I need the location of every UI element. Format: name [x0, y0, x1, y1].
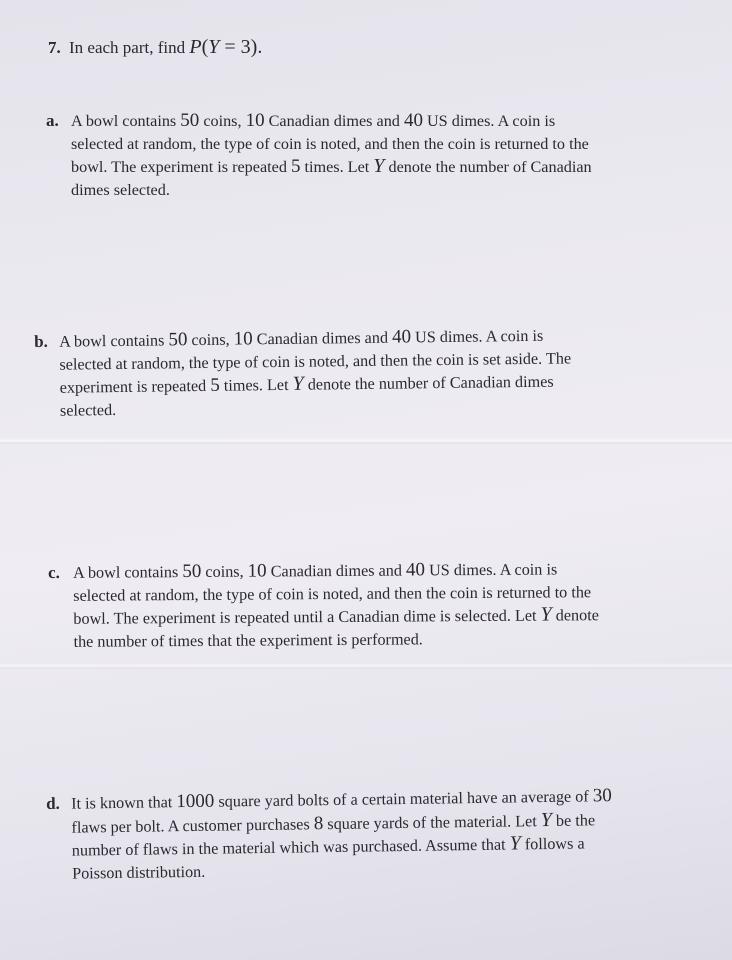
part-letter: a. — [46, 111, 59, 130]
part-letter: b. — [34, 331, 48, 351]
text-line: experiment is repeated 5 times. Let Y denote the number of Canadian dimes — [59, 372, 554, 397]
text-line: number of flaws in the material which was purchased. Assume that Y follows a — [71, 832, 585, 860]
question-prompt: In each part, find — [69, 38, 186, 57]
paper-fold-line — [0, 663, 732, 669]
text-line: selected at random, the type of coin is noted, and then the coin is set aside. The — [59, 348, 572, 374]
part-d — [46, 784, 692, 885]
part-text — [59, 323, 680, 422]
text-line: Poisson distribution. — [71, 862, 206, 883]
text-line: A bowl contains 50 coins, 10 Canadian dimes and 40 US dimes. A coin is — [73, 559, 558, 583]
text-line: selected at random, the type of coin is noted, and then the coin is returned to the — [73, 582, 592, 605]
part-text — [71, 110, 691, 201]
text-line: the number of times that the experiment is performed. — [73, 629, 423, 651]
part-c — [48, 557, 694, 653]
part-letter: c. — [48, 562, 60, 582]
text-line: flaws per bolt. A customer purchases 8 square yards of the material. Let Y be the — [71, 808, 596, 837]
text-line: bowl. The experiment is repeated until a Canadian dime is selected. Let Y denote — [73, 603, 599, 628]
text-line: selected. — [59, 400, 117, 420]
question-heading — [48, 36, 262, 59]
paper-fold-line — [0, 438, 732, 444]
part-letter: d. — [46, 793, 60, 813]
part-text — [73, 557, 694, 652]
probability-formula: P(Y = 3). — [189, 36, 263, 58]
text-line: dimes selected. — [71, 180, 170, 199]
part-b — [34, 323, 680, 422]
part-text — [71, 784, 692, 885]
text-line: A bowl contains 50 coins, 10 Canadian dimes and 40 US dimes. A coin is — [71, 110, 556, 131]
question-number: 7. — [48, 38, 61, 57]
part-a — [46, 110, 691, 201]
text-line: selected at random, the type of coin is noted, and then the coin is returned to the — [71, 134, 589, 153]
text-line: A bowl contains 50 coins, 10 Canadian dimes and 40 US dimes. A coin is — [59, 326, 544, 351]
text-line: bowl. The experiment is repeated 5 times. Let Y denote the number of Canadian — [71, 155, 592, 177]
text-line: It is known that 1000 square yard bolts of a certain material have an average of 30 — [71, 785, 612, 813]
